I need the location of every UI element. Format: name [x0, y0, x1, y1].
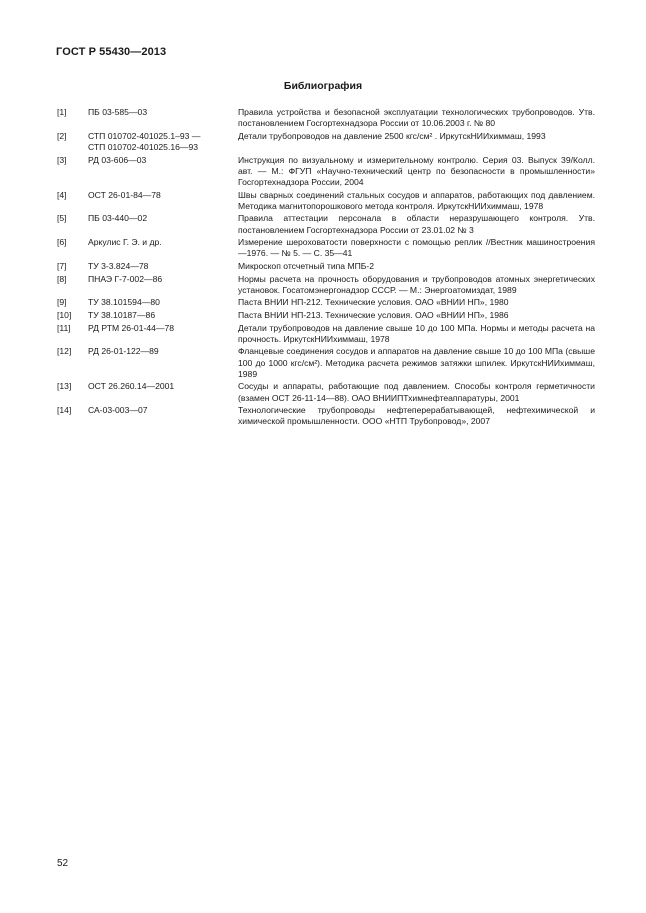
entry-code: РД 03-606—03 — [88, 154, 147, 165]
entry-description: Фланцевые соединения сосудов и аппаратов на давление свыше 10 до 100 МПа (свыше 100 до 1000 кгс/см²). Методика расчета режимов затяжки шпилек. ИркутскНИИхиммаш, 1989 — [238, 346, 595, 379]
entry-code: СТП 010702-401025.1–93 — СТП 010702-401025.16—93 — [88, 130, 201, 152]
entry-number: [10] — [57, 309, 72, 320]
entry-description: Правила аттестации персонала в области неразрушающего контроля. Утв. постановлением Госгортехнадзора России от 23.01.02 № 3 — [238, 213, 595, 235]
bibliography-list — [57, 107, 595, 429]
entry-number: [8] — [57, 273, 67, 284]
entry-code: ПБ 03-585—03 — [88, 107, 148, 117]
entry-code: ТУ 38.101594—80 — [88, 297, 160, 308]
entry-code: РД 26-01-122—89 — [88, 346, 159, 357]
bibliography-entry — [57, 323, 595, 345]
bibliography-entry — [57, 190, 595, 212]
entry-number: [2] — [57, 130, 67, 141]
entry-description: Микроскоп отсчетный типа МПБ-2 — [238, 260, 375, 271]
bibliography-entry — [57, 274, 595, 296]
bibliography-entry — [57, 261, 595, 272]
entry-description: Паста ВНИИ НП-212. Технические условия. ОАО «ВНИИ НП», 1980 — [238, 297, 509, 308]
entry-number: [12] — [57, 346, 72, 357]
entry-number: [7] — [57, 260, 67, 271]
section-title: Библиография — [283, 80, 363, 92]
entry-number: [13] — [57, 381, 72, 392]
entry-code: ПНАЭ Г-7-002—86 — [88, 273, 163, 284]
bibliography-entry — [57, 310, 595, 321]
entry-description: Детали трубопроводов на давление свыше 10 до 100 МПа. Нормы и методы расчета на прочность. ИркутскНИИхиммаш, 1978 — [238, 322, 595, 344]
entry-code: СА-03-003—07 — [88, 405, 148, 416]
bibliography-entry — [57, 107, 595, 129]
entry-description: Измерение шероховатости поверхности с помощью реплик //Вестник машиностроения —1976. — № 5. — С. 35—41 — [238, 237, 595, 259]
page-number: 52 — [57, 858, 69, 869]
entry-code: ОСТ 26.260.14—2001 — [88, 381, 175, 392]
entry-number: [14] — [57, 405, 72, 416]
entry-description: Нормы расчета на прочность оборудования и трубопроводов атомных энергетических установок. Госатомэнергонадзор СССР. — М.: Энергоатомиздат, 1989 — [238, 273, 595, 295]
entry-description: Детали трубопроводов на давление 2500 кгс/см² . ИркутскНИИхиммаш, 1993 — [238, 130, 546, 141]
entry-description: Правила устройства и безопасной эксплуатации технологических трубопроводов. Утв. постановлением Госгортехнадзора России от 10.06.2003 г. № 80 — [238, 107, 595, 129]
entry-number: [9] — [57, 297, 67, 308]
entry-code: ТУ 38.10187—86 — [88, 309, 156, 320]
entry-number: [4] — [57, 189, 67, 200]
bibliography-entry — [57, 131, 595, 153]
entry-description: Технологические трубопроводы нефтеперерабатывающей, нефтехимической и химической промышленности. ООО «НТП Трубопровод», 2007 — [238, 405, 595, 427]
bibliography-entry — [57, 297, 595, 308]
document-header: ГОСТ Р 55430—2013 — [56, 46, 167, 58]
bibliography-entry — [57, 346, 595, 380]
bibliography-entry — [57, 213, 595, 235]
entry-description: Швы сварных соединений стальных сосудов и аппаратов, работающих под давлением. Методика магнитопорошкового метода контроля. ИркутскНИИхиммаш, 1978 — [238, 189, 595, 211]
bibliography-entry — [57, 155, 595, 189]
entry-description: Сосуды и аппараты, работающие под давлением. Способы контроля герметичности (взамен ОСТ 26-11-14—88). ОАО ВНИИПТхимнефтеаппаратуры, 2001 — [238, 381, 595, 403]
entry-description: Паста ВНИИ НП-213. Технические условия. ОАО «ВНИИ НП», 1986 — [238, 309, 509, 320]
bibliography-entry — [57, 405, 595, 427]
entry-number: [11] — [57, 322, 71, 333]
entry-code: ПБ 03-440—02 — [88, 213, 148, 224]
entry-code: Аркулис Г. Э. и др. — [88, 237, 162, 248]
entry-code: ТУ 3-3.824—78 — [88, 260, 149, 271]
bibliography-entry — [57, 237, 595, 259]
entry-number: [1] — [57, 107, 67, 117]
entry-code: ОСТ 26-01-84—78 — [88, 189, 161, 200]
entry-number: [3] — [57, 154, 67, 165]
bibliography-entry — [57, 381, 595, 403]
entry-number: [6] — [57, 237, 67, 248]
entry-code: РД РТМ 26-01-44—78 — [88, 322, 175, 333]
entry-description: Инструкция по визуальному и измерительному контролю. Серия 03. Выпуск 39/Колл. авт. — М.: ФГУП «Научно-технический центр по безопасности в промышленности» Госгортехнадзора России, 2004 — [238, 154, 595, 187]
entry-number: [5] — [57, 213, 67, 224]
